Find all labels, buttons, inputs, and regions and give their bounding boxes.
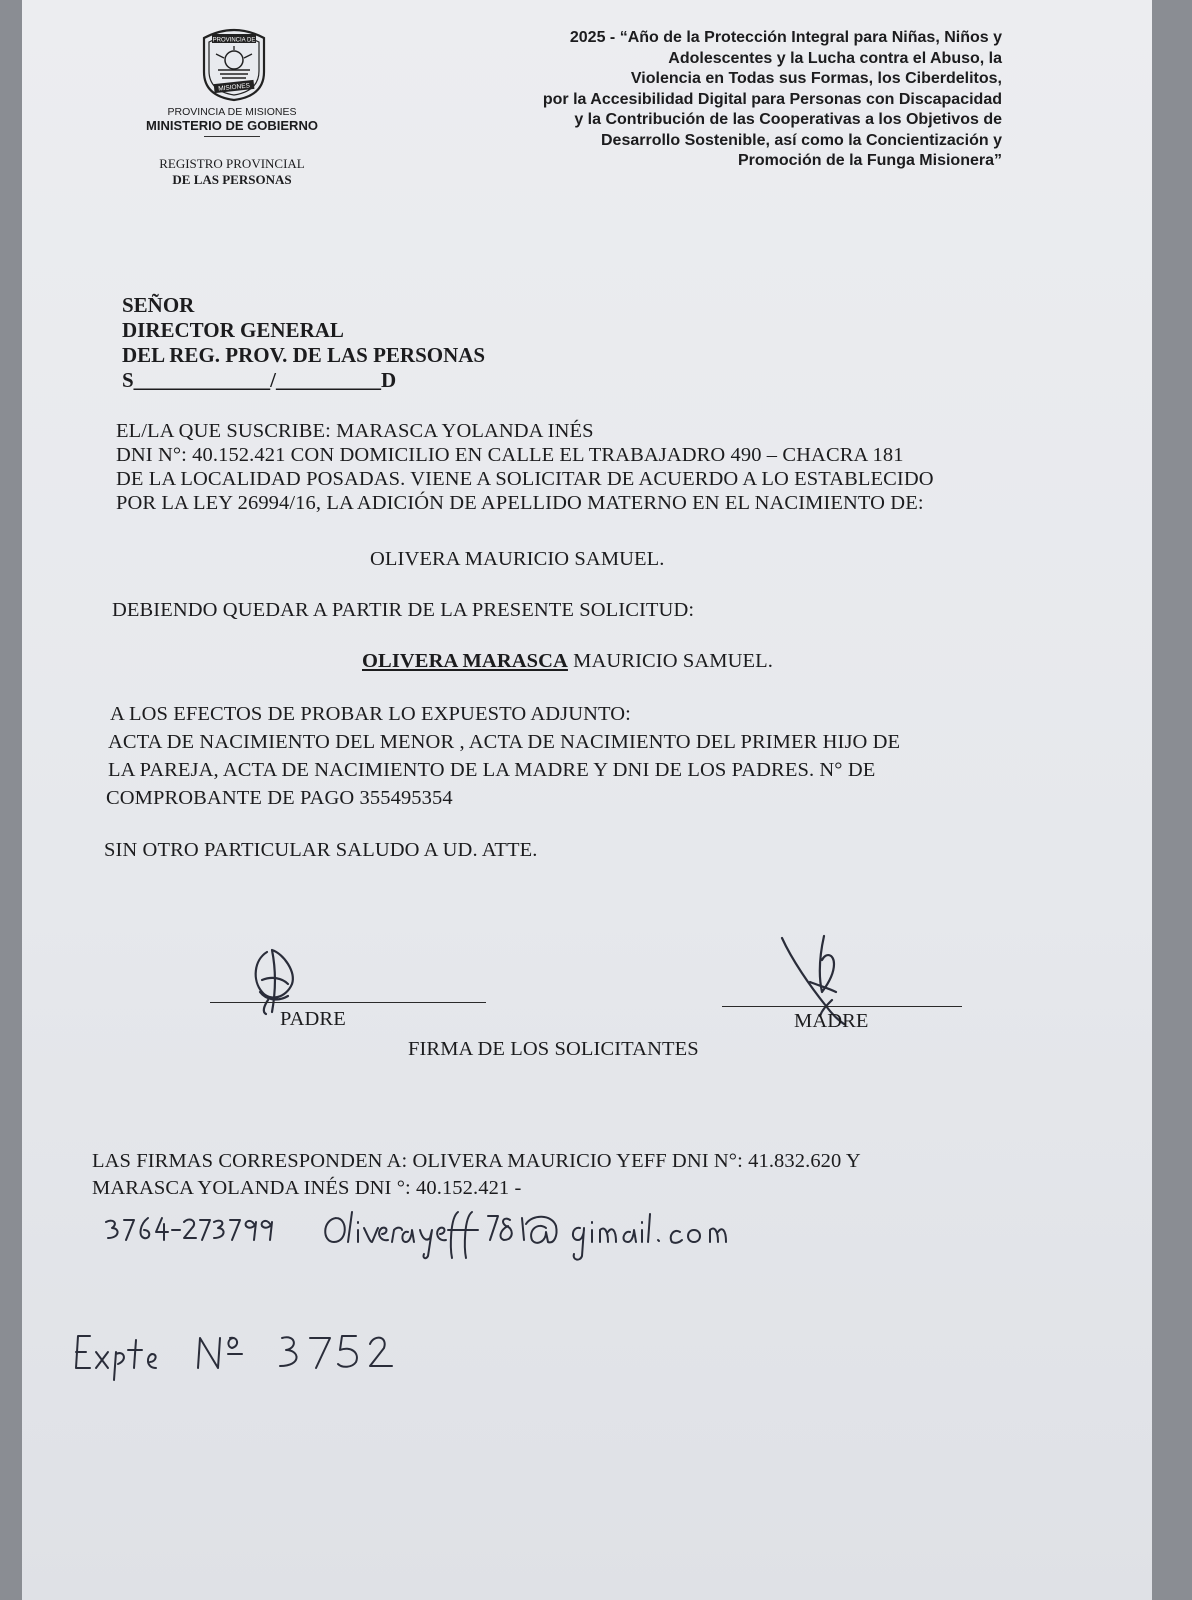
should-become-text: DEBIENDO QUEDAR A PARTIR DE LA PRESENTE SOLICITUD:: [112, 599, 695, 621]
motto-line: Desarrollo Sostenible, así como la Concientización y: [601, 131, 1002, 149]
registry-line-2: DE LAS PERSONAS: [172, 172, 292, 187]
document-page: [22, 0, 1152, 1600]
ministry-name: MINISTERIO DE GOBIERNO: [146, 118, 318, 133]
province-name: PROVINCIA DE MISIONES: [167, 106, 297, 118]
addressee-line-2: DIRECTOR GENERAL: [122, 318, 344, 342]
motto-line: y la Contribución de las Cooperativas a los Objetivos de: [574, 111, 1002, 128]
mother-signature-line: [722, 1006, 962, 1007]
new-name: [362, 650, 773, 673]
closing-text: SIN OTRO PARTICULAR SALUDO A UD. ATTE.: [104, 839, 538, 861]
intro-line: DNI N°: 40.152.421 CON DOMICILIO EN CALLE EL TRABAJADRO 490 – CHACRA 181: [116, 444, 904, 466]
header-divider: [204, 136, 260, 137]
registry-name: [132, 156, 332, 188]
evidence-line: ACTA DE NACIMIENTO DEL MENOR , ACTA DE NACIMIENTO DEL PRIMER HIJO DE: [108, 731, 901, 753]
provincial-seal-logo: [196, 24, 272, 102]
new-name-surnames: OLIVERA MARASCA: [362, 650, 568, 672]
father-label: PADRE: [280, 1008, 346, 1030]
handwritten-file-number: [70, 1322, 410, 1382]
intro-line: POR LA LEY 26994/16, LA ADICIÓN DE APELLIDO MATERNO EN EL NACIMIENTO DE:: [116, 492, 924, 514]
intro-line: DE LA LOCALIDAD POSADAS. VIENE A SOLICITAR DE ACUERDO A LO ESTABLECIDO: [116, 468, 934, 490]
handwritten-phone: [100, 1212, 280, 1252]
evidence-line: A LOS EFECTOS DE PROBAR LO EXPUESTO ADJUNTO:: [110, 703, 631, 725]
motto-line: Violencia en Todas sus Formas, los Ciberdelitos,: [630, 70, 1002, 87]
addressee-line-1: SEÑOR: [122, 293, 195, 317]
addressee-line-3: DEL REG. PROV. DE LAS PERSONAS: [122, 343, 486, 367]
father-signature-line: [210, 1002, 486, 1003]
evidence-line: LA PAREJA, ACTA DE NACIMIENTO DE LA MADRE Y DNI DE LOS PADRES. N° DE: [108, 759, 876, 781]
motto-line: Adolescentes y la Lucha contra el Abuso, la: [668, 49, 1002, 67]
svg-text:MISIONES: MISIONES: [217, 82, 251, 93]
registry-line-1: REGISTRO PROVINCIAL: [159, 156, 305, 171]
signatures-caption: FIRMA DE LOS SOLICITANTES: [408, 1038, 699, 1060]
handwritten-email: [318, 1208, 748, 1264]
intro-line: EL/LA QUE SUSCRIBE: MARASCA YOLANDA INÉS: [116, 420, 594, 442]
new-name-given: MAURICIO SAMUEL.: [567, 650, 773, 672]
motto-line: por la Accesibilidad Digital para Personas con Discapacidad: [542, 90, 1002, 108]
attestation-line-2: MARASCA YOLANDA INÉS DNI °: 40.152.421 -: [92, 1177, 522, 1199]
addressee-line-4: S_____________/__________D: [122, 368, 397, 392]
svg-text:PROVINCIA DE: PROVINCIA DE: [212, 37, 256, 44]
motto-line: 2025 - “Año de la Protección Integral para Niñas, Niños y: [569, 29, 1002, 46]
mother-label: MADRE: [794, 1010, 869, 1032]
official-year-motto: [543, 28, 1002, 172]
motto-line: Promoción de la Funga Misionera”: [737, 152, 1002, 169]
evidence-line: COMPROBANTE DE PAGO 355495354: [106, 787, 453, 809]
attestation-line-1: LAS FIRMAS CORRESPONDEN A: OLIVERA MAURICIO YEFF DNI N°: 41.832.620 Y: [92, 1150, 861, 1172]
current-name: OLIVERA MAURICIO SAMUEL.: [370, 548, 665, 570]
